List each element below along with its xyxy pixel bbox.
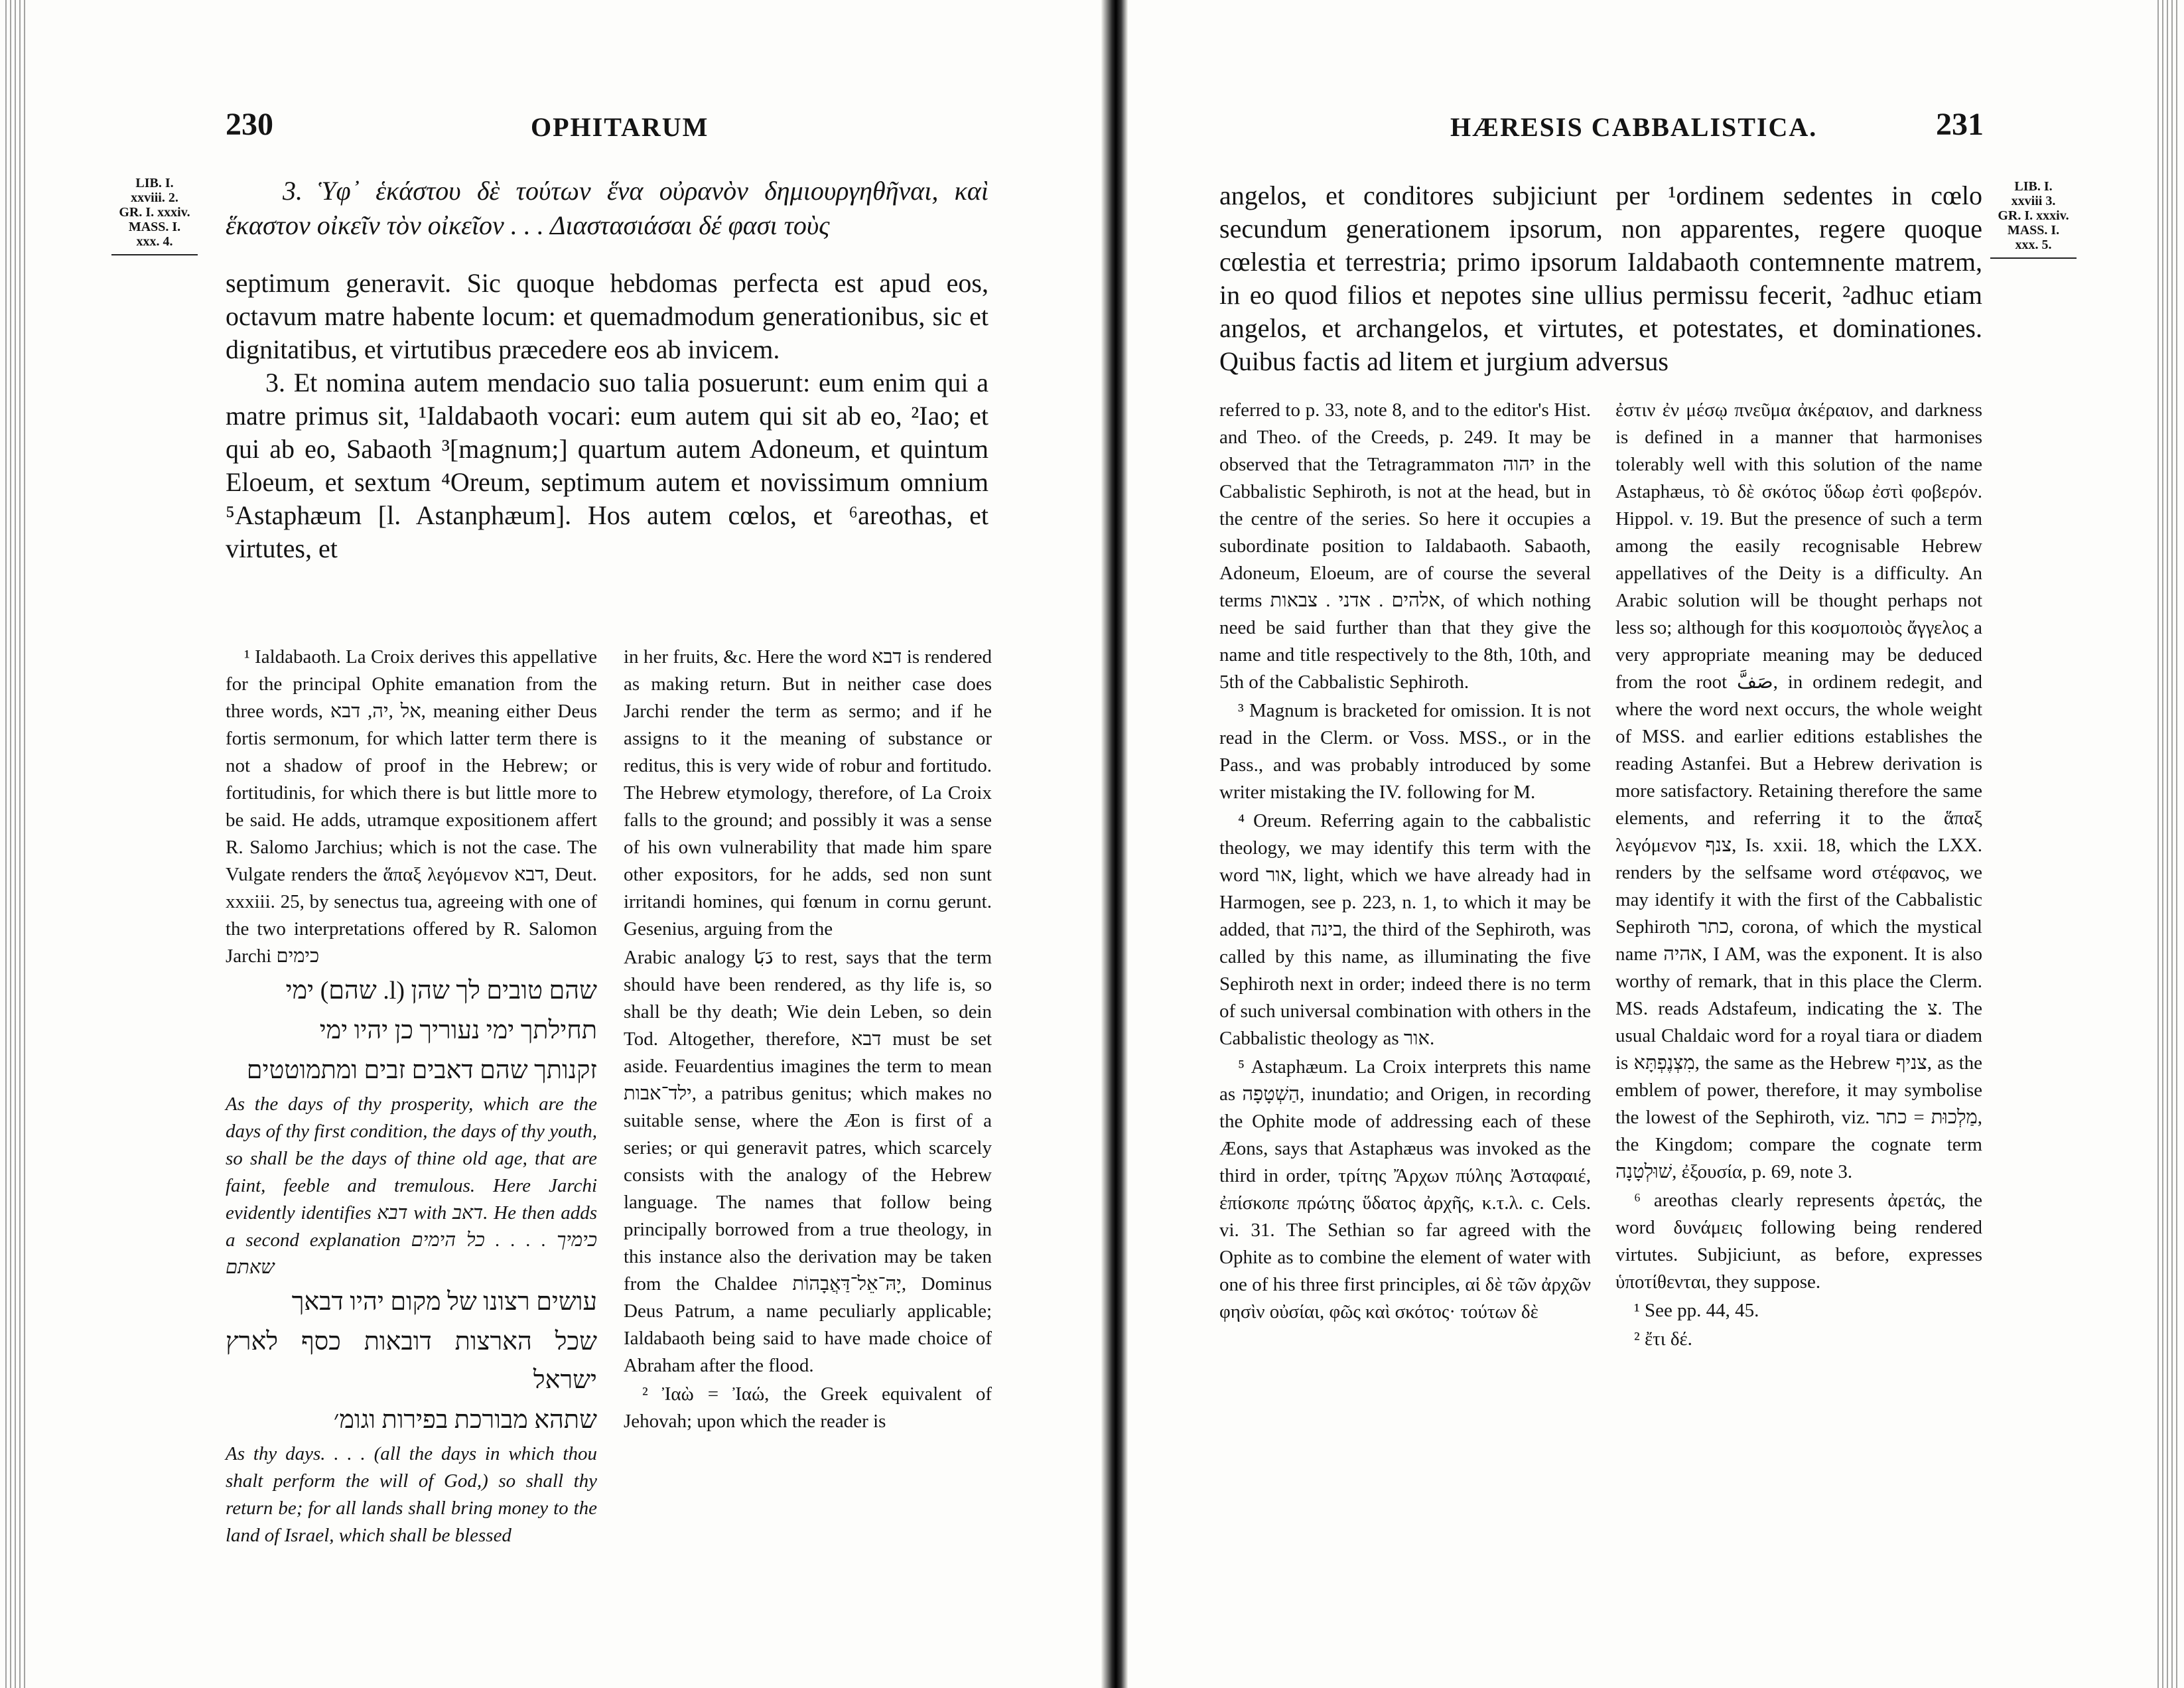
footnote-text: ⁴ Oreum. Referring again to the cabbalistic theology, we may identify this term with the word אור, light, which we have already had in Harmogen, see p. 223, n. 1, to which it may be added, that בינה, the third of the Sephiroth, was called by this name, as illuminating the five Sephiroth next in order; indeed there is no term of such universal combination with others in the Cabbalistic theology as אור. (1219, 810, 1592, 1049)
margin-note-line: xxx. 4. (136, 234, 173, 249)
footnote-text: Arabic analogy دَبَا to rest, says that the term should have been rendered, as thy life is, so shall be thy death; Wie dein Leben, so dein Tod. Altogether, therefore, דבא must be set aside. Feuardentius imagines the term to mean ילד־אבות, a patribus genitus; which makes no suitable sense, where the Æon is first of a series; or qui generavit patres, which scarcely consists with the analogy of the Hebrew language. The names that follow being principally borrowed from a true theology, in this instance also the derivation may be taken from the Chaldee יָהּ־אֵל־דַּאֲבָהוֹת, Dominus Deus Patrum, a name peculiarly applicable; Ialdabaoth being said to have made choice of Abraham after the flood. (624, 947, 992, 1376)
footnote-column-2 (624, 644, 992, 1437)
running-head-left: OPHITARUM (531, 112, 709, 142)
footnote-text: referred to p. 33, note 8, and to the editor's Hist. and Theo. of the Creeds, p. 249. It may be observed that the Tetragrammaton יהוה in the Cabbalistic Sephiroth, is not at the head, but in the centre of the series. So here it occupies a subordinate position to Ialdabaoth. Sabaoth, Adoneum, Eloeum, are of course the several terms אלהים . אדני . צבאות, of which nothing need be said further than that they give the name and title respectively to the 8th, 10th, and 5th of the Cabbalistic Sephiroth. (1219, 399, 1591, 693)
footnote-text: ¹ See pp. 44, 45. (1634, 1300, 1759, 1321)
footnote-text: ⁵ Astaphæum. La Croix interprets this name as הַשְׁטָפָה, inundatio; and Origen, in recording the Ophite mode of addressing each of these Æons, says that Astaphæus was invoked as the third in order, τρίτης Ἄρχων πύλης Ἀσταφαιέ, ἐπίσκοπε πρώτης ὕδατος ἀρχῆς, κ.τ.λ. c. Cels. vi. 31. The Sethian so far agreed with the Ophite as to combine the element of water with one of his three first principles, αἱ δὲ τῶν ἀρχῶν φησὶν οὐσίαι, φῶς καὶ σκότος· τούτων δὲ (1219, 1056, 1591, 1322)
footnote-text: ἐστιν ἐν μέσῳ πνεῦμα ἀκέραιον, and darkness is defined in a manner that harmonises tolerably well with this solution of the name Astaphæus, τὸ δὲ σκότος ὕδωρ ἐστὶ φοβερόν. Hippol. v. 19. But the presence of such a term among the easily recognisable Hebrew appellatives of the Deity is a difficulty. An Arabic solution will be thought perhaps not less so; although for this κοσμοποιὸς ἄγγελος a very appropriate meaning may be deduced from the root صَفَّ, in ordinem redegit, and where the word next occurs, the whole weight of MSS. and earlier editions establishes the reading Astanfei. But a Hebrew derivation is more satisfactory. Retaining therefore the same elements, and referring it to the ἅπαξ λεγόμενον צנף, Is. xxii. 18, which the LXX. renders by the selfsame word στέφανος, we may identify it with the first of the Cabbalistic Sephiroth כתר, corona, of which the mystical name אהיה, I AM, was the exponent. It is also worthy of remark, that in this place the Clerm. MS. reads Adstafeum, indicating the צ. The usual Chaldaic word for a royal tiara or diadem is מִצְנֶפְתָּא, the same as the Hebrew צניף, as the emblem of power, therefore, it may symbolise the lowest of the Sephiroth, viz. מַלְכוּת = כתר, the Kingdom; compare the cognate term שׁוּלְטָנָה, ἐξουσία, p. 69, note 3. (1615, 399, 1983, 1182)
margin-note-line: GR. I. xxxiv. (119, 205, 190, 220)
page-edge-lines (2157, 0, 2180, 1688)
hebrew-line: שתהא מבורכת בפירות וגומ׳ (333, 1406, 597, 1434)
margin-note-line: MASS. I. (2007, 223, 2060, 238)
paragraph: septimum generavit. Sic quoque hebdomas perfecta est apud eos, octavum matre habente locum: et quemadmodum generationibus, sic et dignitatibus, et virtutibus præcedere eos ab invicem. (226, 268, 989, 364)
hebrew-line: שהם טובים לך שהן (l. שהם) ימי (285, 977, 597, 1005)
hebrew-line: תחילתך ימי נעוריך כן יהיו ימי (319, 1017, 597, 1044)
footnote-column-1 (226, 644, 597, 1551)
paragraph: 3. Et nomina autem mendacio suo talia posuerunt: eum enim qui a matre primus sit, ¹Ialdabaoth vocari: eum autem qui sit ab eo, ²Iao; et qui ab eo, Sabaoth ³[magnum;] quartum autem Adoneum, et quintum Eloeum, et sextum ⁴Oreum, septimum autem et novissimum omnium ⁵Astaphæum [l. Astanphæum]. Hos autem cœlos, et ⁶areothas, et virtutes, et (226, 368, 989, 563)
footnote-text: ⁶ areothas clearly represents ἀρετάς, the word δυνάμεις following being rendered virtutes. Subjiciunt, as before, expresses ὑποτίθενται, they suppose. (1615, 1190, 1982, 1293)
hebrew-line: עושים רצונו של מקום יהיו דבאך (291, 1288, 597, 1316)
paragraph: angelos, et conditores subjiciunt per ¹ordinem sedentes in cœlo secundum generationem ipsorum, non apparentes, regere quoque cœlestia et terrestria; primo ipsorum Ialdabaoth contemnente matrem, in eo quod filios et nepotes sine ullius permissu fecerit, ²adhuc etiam angelos, et archangelos, et virtutes, et potestates, et dominationes. Quibus factis ad litem et jurgium adversus (1219, 180, 1982, 376)
margin-note-line: xxx. 5. (2015, 238, 2052, 252)
margin-note-right (1990, 179, 2077, 259)
margin-note-line: xxviii 3. (2011, 194, 2056, 208)
footnote-text: ² ἔτι δέ. (1634, 1328, 1692, 1350)
running-head-right: HÆRESIS CABBALISTICA. (1450, 112, 1818, 142)
margin-note-line: GR. I. xxxiv. (1998, 208, 2069, 223)
margin-note-line: LIB. I. (135, 176, 174, 190)
footnote-text: ¹ Ialdabaoth. La Croix derives this appellative for the principal Ophite emanation from the three words, אל ,יה, דבא, meaning either Deus fortis sermonum, for which latter term there is not a shadow of proof in the Hebrew; or fortitudinis, for which there is but little more to be said. He adds, utramque expositionem affert R. Salomo Jarchius; which is not the case. The Vulgate renders the ἅπαξ λεγόμενον דבא, Deut. xxxiii. 25, by senectus tua, agreeing with one of the two interpretations offered by R. Salomon Jarchi כימים (226, 646, 598, 967)
margin-note-left (111, 176, 198, 255)
hebrew-line: שכל הארצות דובאות כסף לארץ ישראל (226, 1328, 597, 1394)
footnote-column-1 (1219, 397, 1591, 1327)
book-gutter (1101, 0, 1128, 1688)
page-number-left: 230 (226, 107, 273, 142)
right-page (1128, 0, 2184, 1688)
main-text-right (1219, 179, 1982, 378)
greek-passage: 3. Ὑφ᾽ ἑκάστου δὲ τούτων ἕνα οὐρανὸν δημιουργηθῆναι, καὶ ἕκαστον οἰκεῖν τὸν οἰκεῖον . . . Διαστασιάσαι δέ φασι τοὺς (226, 176, 989, 240)
page-edge-lines (5, 0, 28, 1688)
margin-note-line: MASS. I. (128, 220, 181, 234)
page-number-right: 231 (1936, 107, 1984, 142)
margin-note-line: LIB. I. (2014, 179, 2053, 194)
footnote-text: As the days of thy prosperity, which are the days of thy first condition, the days of thy youth, so shall be the days of thine old age, that are faint, feeble and tremulous. Here Jarchi evidently identifies דבא with דאב. He then adds a second explanation כימיך . . . . כל הימים שאתם (226, 1093, 598, 1278)
footnote-text: ² Ἰαὼ = Ἰαώ, the Greek equivalent of Jehovah; upon which the reader is (624, 1383, 992, 1432)
main-text-left (226, 174, 989, 565)
hebrew-line: זקנותך שהם דאבים זבים ומתמוטטים (246, 1056, 597, 1084)
footnote-text: As thy days. . . . (all the days in which thou shalt perform the will of God,) so shall thy return be; for all lands shall bring money to the land of Israel, which shall be blessed (226, 1443, 597, 1546)
margin-note-line: xxviii. 2. (131, 190, 178, 205)
footnote-text: ³ Magnum is bracketed for omission. It is not read in the Clerm. or Voss. MSS., or in the Pass., and was probably introduced by some writer mistaking the IV. following for M. (1219, 700, 1591, 803)
footnote-text: in her fruits, &c. Here the word דבא is rendered as making return. But in neither case does Jarchi render the term as sermo; and if he assigns to it the meaning of substance or reditus, this is very wide of robur and fortitudo. The Hebrew etymology, therefore, of La Croix falls to the ground; and possibly it was a sense of his own vulnerability that made him spare other expositors, for he adds, sed non sunt irritandi homines, qui fœnum in cornu gerunt. Gesenius, arguing from the (624, 646, 992, 940)
footnote-column-2 (1615, 397, 1982, 1354)
